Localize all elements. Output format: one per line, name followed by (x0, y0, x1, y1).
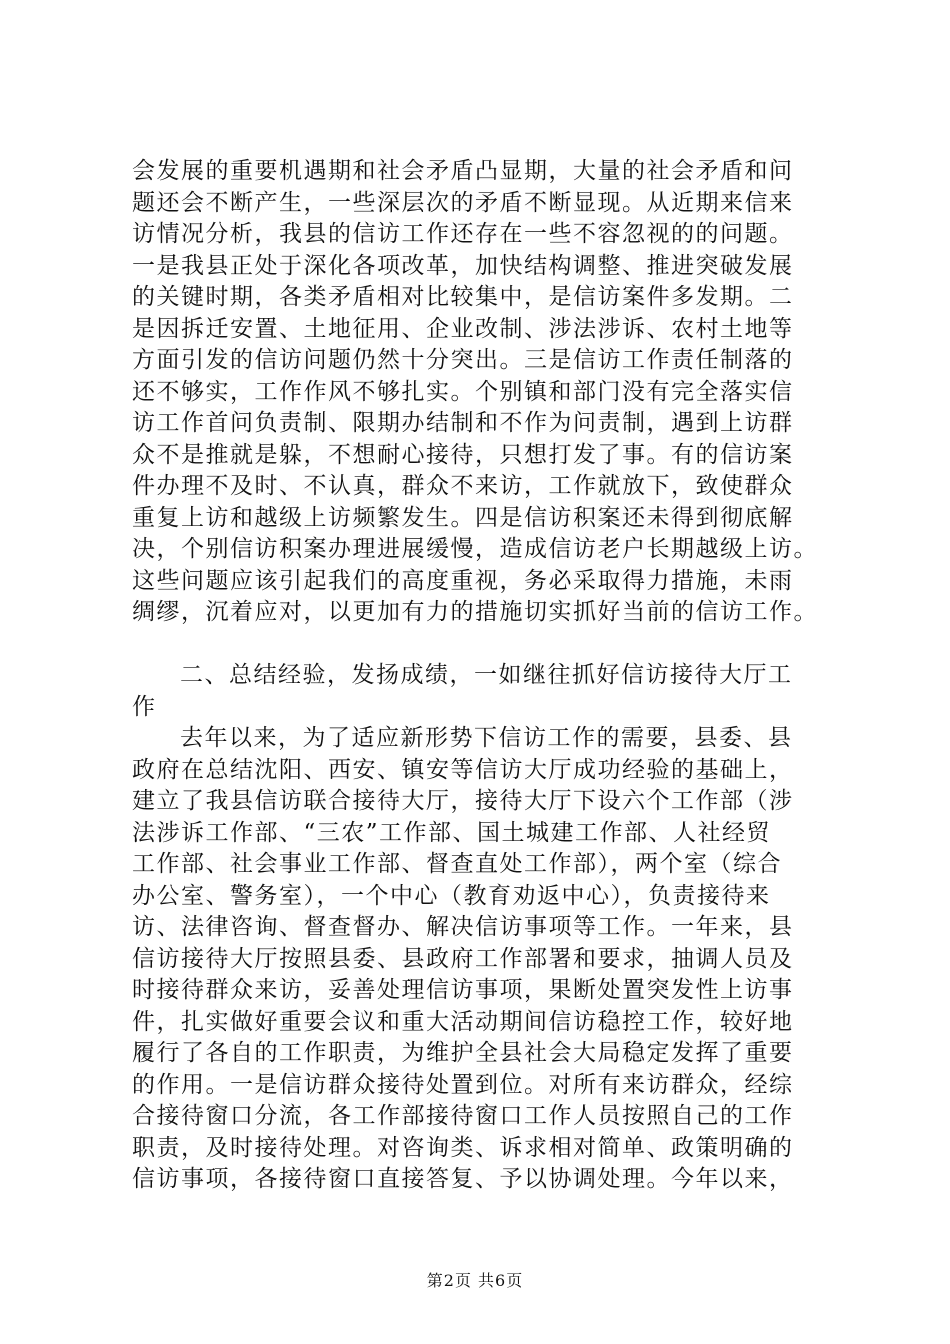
paragraph-gap (132, 629, 852, 661)
text-line: 履行了各自的工作职责，为维护全县社会大局稳定发挥了重要 (132, 1040, 794, 1066)
text-line: 的作用。一是信访群众接待处置到位。对所有来访群众，经综 (132, 1071, 794, 1098)
text-line: 合接待窗口分流，各工作部接待窗口工作人员按照自己的工作 (132, 1103, 794, 1129)
text-line: 访情况分析，我县的信访工作还存在一些不容忽视的的问题。 (132, 221, 794, 247)
text-line: 众不是推就是躲，不想耐心接待，只想打发了事。有的信访案 (132, 441, 794, 468)
text-line: 访、法律咨询、督查督办、解决信访事项等工作。一年来，县 (132, 914, 794, 940)
text-line: 去年以来，为了适应新形势下信访工作的需要，县委、县 (180, 725, 793, 751)
text-line: 件办理不及时、不认真，群众不来访，工作就放下，致使群众 (132, 473, 794, 499)
text-line: 政府在总结沈阳、西安、镇安等信访大厅成功经验的基础上， (132, 756, 794, 783)
section-heading (132, 660, 852, 723)
heading-line: 二、总结经验，发扬成绩，一如继往抓好信访接待大厅工 (180, 662, 793, 688)
document-body (132, 156, 852, 1196)
text-line: 的关键时期，各类矛盾相对比较集中，是信访案件多发期。二 (132, 284, 794, 310)
text-line: 职责，及时接待处理。对咨询类、诉求相对简单、政策明确的 (132, 1134, 794, 1161)
text-line: 是因拆迁安置、土地征用、企业改制、涉法涉诉、农村土地等 (132, 315, 794, 342)
text-line: 信访事项，各接待窗口直接答复、予以协调处理。今年以来， (132, 1166, 794, 1192)
text-line: 访工作首问负责制、限期办结制和不作为问责制，遇到上访群 (132, 410, 794, 436)
text-line: 绸缪，沉着应对，以更加有力的措施切实抓好当前的信访工作。 (132, 599, 818, 625)
text-line: 决，个别信访积案办理进展缓慢，造成信访老户长期越级上访。 (132, 536, 818, 562)
text-line: 重复上访和越级上访频繁发生。四是信访积案还未得到彻底解 (132, 504, 794, 531)
text-line: 还不够实，工作作风不够扎实。个别镇和部门没有完全落实信 (132, 378, 794, 405)
text-line: 法涉诉工作部、“三农”工作部、国土城建工作部、人社经贸 (132, 819, 772, 846)
text-line: 办公室、警务室），一个中心（教育劝返中心），负责接待来 (132, 882, 771, 909)
page-number-footer: 第2页 共6页 (426, 1271, 524, 1290)
text-line: 工作部、社会事业工作部、督查直处工作部），两个室（综合 (132, 851, 782, 877)
text-line: 时接待群众来访，妥善处理信访事项，果断处置突发性上访事 (132, 977, 794, 1003)
text-line: 建立了我县信访联合接待大厅，接待大厅下设六个工作部（涉 (132, 788, 794, 814)
heading-line: 作 (132, 693, 157, 720)
text-line: 方面引发的信访问题仍然十分突出。三是信访工作责任制落的 (132, 347, 794, 373)
text-line: 题还会不断产生，一些深层次的矛盾不断显现。从近期来信来 (132, 189, 794, 216)
text-line: 一是我县正处于深化各项改革，加快结构调整、推进突破发展 (132, 252, 794, 279)
text-line: 这些问题应该引起我们的高度重视，务必采取得力措施，未雨 (132, 567, 794, 594)
text-line: 信访接待大厅按照县委、县政府工作部署和要求，抽调人员及 (132, 945, 794, 972)
paragraph-2 (132, 723, 852, 1196)
text-line: 会发展的重要机遇期和社会矛盾凸显期，大量的社会矛盾和问 (132, 158, 794, 184)
text-line: 件，扎实做好重要会议和重大活动期间信访稳控工作，较好地 (132, 1008, 794, 1035)
paragraph-1 (132, 156, 852, 629)
